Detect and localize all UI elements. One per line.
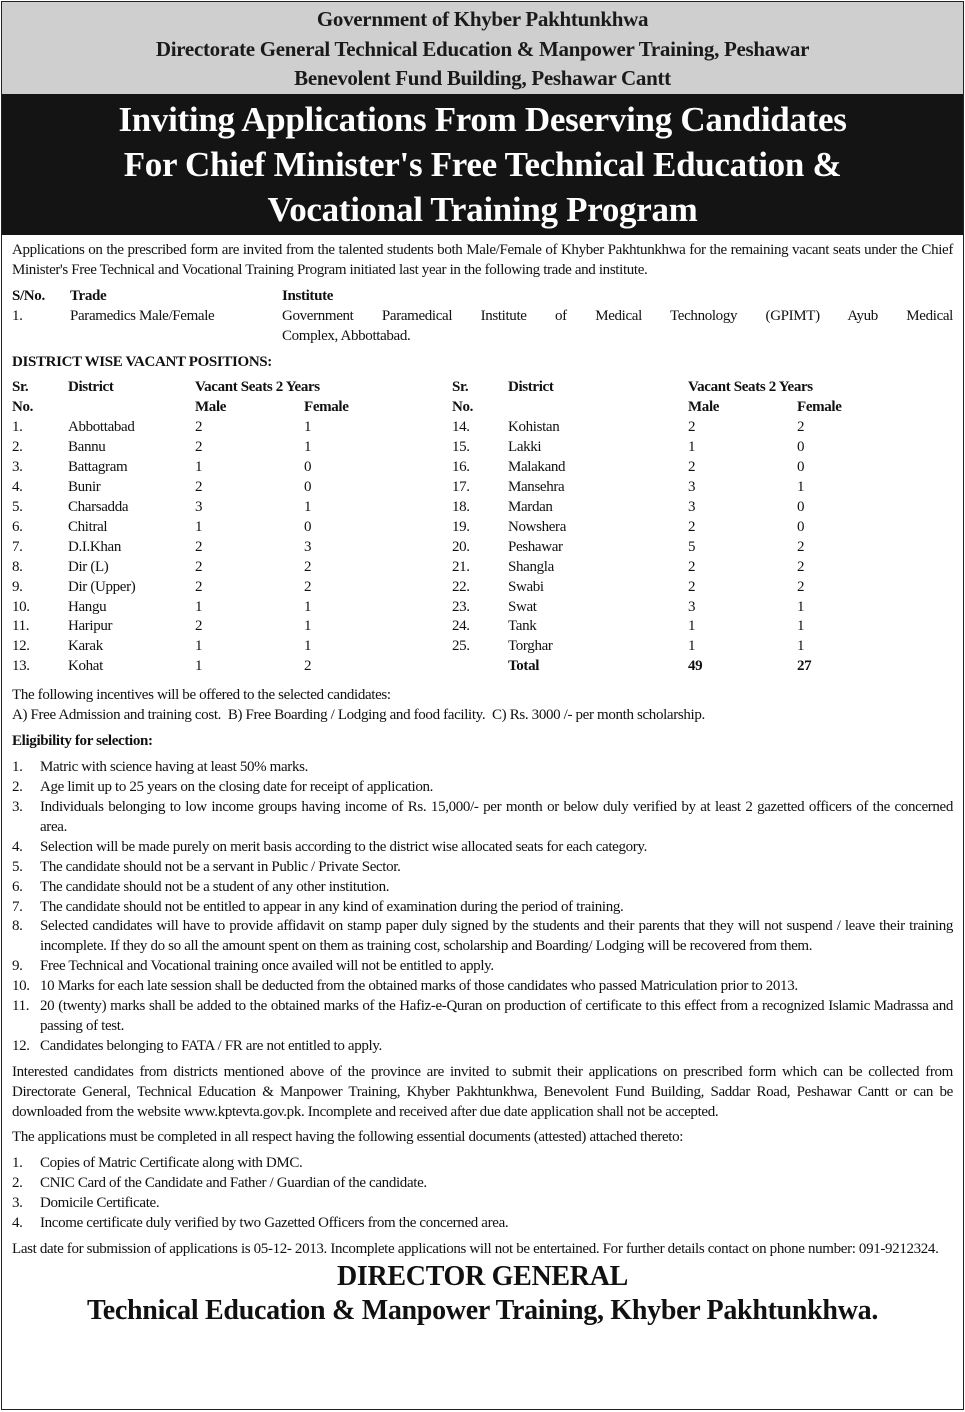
- list-item: [12, 858, 953, 878]
- item-text: Selection will be made purely on merit basis according to the district wise allocated seats for each category.: [40, 838, 647, 855]
- item-text: The candidate should not be a servant in Public / Private Sector.: [40, 858, 401, 875]
- row-male-seats: 2: [688, 558, 696, 575]
- row-district: D.I.Khan: [68, 538, 122, 555]
- row-sr-no: 2.: [12, 439, 23, 456]
- signature-title: DIRECTOR GENERAL: [336, 1260, 629, 1292]
- row-district: Malakand: [508, 459, 566, 476]
- row-sr-no: 6.: [12, 518, 23, 535]
- list-item: [12, 977, 953, 997]
- institute-name: Government Paramedical Institute of Medical Technology (GPIMT) Ayub Medical: [282, 307, 953, 324]
- header-sr: Sr.: [12, 379, 29, 396]
- item-text: Individuals belonging to low income groups having income of Rs. 15,000/- per month or below duly verified by at least 2 gazetted officers of the concerned area.: [40, 798, 953, 835]
- header-directorate: Directorate General Technical Education & Manpower Training, Peshawar: [155, 36, 810, 61]
- header-no: No.: [452, 399, 474, 416]
- row-male-seats: 5: [688, 538, 696, 555]
- header-female: Female: [304, 399, 349, 416]
- row-sr-no: 5.: [12, 499, 23, 516]
- title-line-3: Vocational Training Program: [267, 190, 698, 229]
- item-text: 10 Marks for each late session shall be deducted from the obtained marks of those candidates who passed Matriculation prior to 2013.: [40, 978, 798, 995]
- item-text: Selected candidates will have to provide affidavit on stamp paper duly signed by the students and their parents that they will not suspend / leave their training incomplete. If they do so all the amount spent on them as training cost, scholarship and Boarding/ Lodging will be recovered from them.: [40, 918, 953, 955]
- row-sr-no: 22.: [452, 578, 470, 595]
- row-sr-no: 9.: [12, 578, 23, 595]
- documents-list: [12, 1154, 953, 1234]
- header-vacant-seats: Vacant Seats 2 Years: [195, 379, 320, 396]
- row-female-seats: 0: [304, 479, 312, 496]
- row-district: Hangu: [68, 598, 107, 615]
- row-female-seats: 1: [797, 638, 805, 655]
- header-district: District: [68, 379, 114, 396]
- row-female-seats: 2: [797, 558, 805, 575]
- row-district: Peshawar: [508, 538, 563, 555]
- trade-table: [12, 287, 953, 347]
- total-male: 49: [688, 658, 703, 675]
- list-item: [12, 917, 953, 957]
- row-district: Lakki: [508, 439, 542, 456]
- row-female-seats: 2: [304, 578, 312, 595]
- intro-paragraph: Applications on the prescribed form are invited from the talented students both Male/Female of Khyber Pakhtunkhwa for the remaining vacant seats under the Chief Minister's Free Technical and Vocational Training Program initiated last year in the following trade and institute.: [12, 242, 953, 278]
- row-sr-no: 18.: [452, 499, 470, 516]
- row-district: Kohistan: [508, 419, 560, 436]
- row-district: Haripur: [68, 618, 113, 635]
- row-district: Swabi: [508, 578, 544, 595]
- row-district: Nowshera: [508, 518, 567, 535]
- row-sr-no: 23.: [452, 598, 470, 615]
- row-female-seats: 1: [797, 479, 805, 496]
- item-text: CNIC Card of the Candidate and Father / Guardian of the candidate.: [40, 1175, 427, 1192]
- advertisement: [1, 1, 964, 1410]
- trade-header-trade: Trade: [70, 287, 107, 304]
- row-male-seats: 1: [195, 638, 203, 655]
- item-text: Matric with science having at least 50% marks.: [40, 759, 308, 776]
- list-item: [12, 878, 953, 898]
- item-number: 3.: [12, 1195, 23, 1212]
- list-item: [12, 798, 953, 838]
- row-sr-no: 13.: [12, 658, 30, 675]
- row-female-seats: 0: [304, 459, 312, 476]
- row-female-seats: 3: [304, 538, 312, 555]
- trade-name: Paramedics Male/Female: [70, 307, 215, 324]
- row-female-seats: 1: [304, 598, 312, 615]
- row-district: Karak: [68, 638, 103, 655]
- header-no: No.: [12, 399, 34, 416]
- row-male-seats: 2: [195, 538, 203, 555]
- item-text: The candidate should not be entitled to appear in any kind of examination during the period of training.: [40, 898, 624, 915]
- item-number: 12.: [12, 1037, 30, 1054]
- row-male-seats: 1: [195, 598, 203, 615]
- row-sr-no: 20.: [452, 538, 470, 555]
- row-sr-no: 14.: [452, 419, 470, 436]
- list-item: [12, 898, 953, 918]
- header-vacant-seats: Vacant Seats 2 Years: [688, 379, 813, 396]
- item-number: 10.: [12, 978, 30, 995]
- item-number: 4.: [12, 838, 23, 855]
- row-sr-no: 24.: [452, 618, 470, 635]
- row-male-seats: 1: [688, 618, 696, 635]
- row-female-seats: 2: [797, 419, 805, 436]
- trade-header-sno: S/No.: [12, 287, 45, 304]
- row-male-seats: 3: [688, 479, 696, 496]
- header-male: Male: [688, 399, 720, 416]
- signature-org: Technical Education & Manpower Training, Khyber Pakhtunkhwa.: [86, 1294, 879, 1326]
- row-female-seats: 1: [304, 439, 312, 456]
- row-sr-no: 25.: [452, 638, 470, 655]
- row-male-seats: 2: [195, 618, 203, 635]
- row-female-seats: 2: [797, 538, 805, 555]
- list-item: [12, 1174, 953, 1194]
- row-sr-no: 16.: [452, 459, 470, 476]
- row-sr-no: 21.: [452, 558, 470, 575]
- list-item: [12, 758, 953, 778]
- row-sr-no: 15.: [452, 439, 470, 456]
- header-female: Female: [797, 399, 842, 416]
- item-text: Domicile Certificate.: [40, 1195, 160, 1212]
- submission-paragraph: Interested candidates from districts mentioned above of the province are invited to submit their applications on prescribed form which can be collected from Directorate General, Technical Education & Manpower Training, Khyber Pakhtunkhwa, Benevolent Fund Building, Saddar Road, Peshawar Cantt or can be downloaded from the website www.kptevta.gov.pk. Incomplete and received after due date application shall not be accepted.: [12, 1063, 953, 1120]
- row-male-seats: 2: [195, 479, 203, 496]
- row-female-seats: 1: [304, 419, 312, 436]
- eligibility-list: [12, 758, 953, 1057]
- row-female-seats: 0: [797, 439, 805, 456]
- item-text: 20 (twenty) marks shall be added to the obtained marks of the Hafiz-e-Quran on production of certificate to this effect from a recognized Islamic Madrassa and passing of test.: [40, 998, 953, 1034]
- row-sr-no: 11.: [12, 618, 30, 635]
- item-text: The candidate should not be a student of any other institution.: [40, 878, 390, 895]
- row-male-seats: 1: [195, 459, 203, 476]
- total-label: Total: [508, 658, 540, 675]
- row-sr-no: 12.: [12, 638, 30, 655]
- row-female-seats: 2: [797, 578, 805, 595]
- item-number: 6.: [12, 878, 23, 895]
- trade-sno: 1.: [12, 307, 23, 324]
- row-district: Swat: [508, 598, 537, 615]
- item-number: 5.: [12, 858, 23, 875]
- item-number: 1.: [12, 1155, 23, 1172]
- item-number: 1.: [12, 759, 23, 776]
- row-district: Charsadda: [68, 499, 129, 516]
- district-table: [12, 378, 953, 678]
- row-male-seats: 2: [195, 419, 203, 436]
- row-female-seats: 0: [797, 499, 805, 516]
- row-sr-no: 8.: [12, 558, 23, 575]
- row-district: Mansehra: [508, 479, 565, 496]
- row-male-seats: 2: [688, 419, 696, 436]
- row-district: Tank: [508, 618, 537, 635]
- incentives-items: A) Free Admission and training cost. B) Free Boarding / Lodging and food facility. C) Rs. 3000 /- per month scholarship.: [12, 707, 705, 724]
- row-district: Bunir: [68, 479, 101, 496]
- list-item: [12, 1194, 953, 1214]
- row-female-seats: 0: [797, 518, 805, 535]
- row-male-seats: 1: [688, 439, 696, 456]
- total-female: 27: [797, 658, 812, 675]
- row-sr-no: 3.: [12, 459, 23, 476]
- row-district: Bannu: [68, 439, 106, 456]
- item-number: 11.: [12, 998, 30, 1015]
- row-female-seats: 1: [797, 618, 805, 635]
- row-male-seats: 3: [688, 499, 696, 516]
- row-sr-no: 19.: [452, 518, 470, 535]
- header-box: [2, 2, 963, 94]
- row-female-seats: 1: [304, 638, 312, 655]
- row-male-seats: 2: [688, 578, 696, 595]
- row-male-seats: 2: [195, 558, 203, 575]
- row-female-seats: 1: [304, 618, 312, 635]
- trade-header-institute: Institute: [282, 287, 334, 304]
- row-male-seats: 2: [688, 518, 696, 535]
- row-district: Dir (Upper): [68, 578, 136, 595]
- row-female-seats: 0: [797, 459, 805, 476]
- row-male-seats: 1: [195, 658, 203, 675]
- item-text: Candidates belonging to FATA / FR are not entitled to apply.: [40, 1037, 382, 1054]
- row-sr-no: 7.: [12, 538, 23, 555]
- row-district: Abbottabad: [68, 419, 135, 436]
- row-sr-no: 17.: [452, 479, 470, 496]
- item-text: Copies of Matric Certificate along with DMC.: [40, 1155, 303, 1172]
- last-date-paragraph: Last date for submission of applications is 05-12- 2013. Incomplete applications will not be entertained. For further details contact on phone number: 091-9212324.: [12, 1241, 939, 1257]
- item-text: Income certificate duly verified by two Gazetted Officers from the concerned area.: [40, 1215, 509, 1232]
- row-female-seats: 1: [304, 499, 312, 516]
- district-heading: DISTRICT WISE VACANT POSITIONS:: [12, 353, 272, 370]
- title-line-2: For Chief Minister's Free Technical Education &: [123, 145, 842, 184]
- row-male-seats: 2: [195, 578, 203, 595]
- list-item: [12, 997, 953, 1037]
- incentives-intro: The following incentives will be offered to the selected candidates:: [12, 687, 391, 704]
- row-female-seats: 1: [797, 598, 805, 615]
- row-male-seats: 3: [195, 499, 203, 516]
- item-text: Age limit up to 25 years on the closing date for receipt of application.: [40, 779, 434, 796]
- row-male-seats: 3: [688, 598, 696, 615]
- item-text: Free Technical and Vocational training once availed will not be entitled to apply.: [40, 958, 494, 975]
- list-item: [12, 957, 953, 977]
- row-district: Mardan: [508, 499, 553, 516]
- item-number: 3.: [12, 798, 23, 815]
- row-male-seats: 1: [195, 518, 203, 535]
- list-item: [12, 838, 953, 858]
- row-district: Chitral: [68, 518, 108, 535]
- documents-intro: The applications must be completed in all respect having the following essential documents (attested) attached thereto:: [12, 1129, 684, 1146]
- row-male-seats: 2: [195, 439, 203, 456]
- list-item: [12, 1154, 953, 1174]
- title-banner: [2, 94, 963, 235]
- header-sr: Sr.: [452, 379, 469, 396]
- header-address: Benevolent Fund Building, Peshawar Cantt: [294, 66, 671, 90]
- row-female-seats: 0: [304, 518, 312, 535]
- item-number: 4.: [12, 1215, 23, 1232]
- eligibility-heading: Eligibility for selection:: [12, 733, 153, 750]
- row-district: Battagram: [68, 459, 128, 476]
- row-male-seats: 2: [688, 459, 696, 476]
- row-district: Dir (L): [68, 558, 109, 575]
- row-male-seats: 1: [688, 638, 696, 655]
- item-number: 8.: [12, 918, 23, 935]
- header-government: Government of Khyber Pakhtunkhwa: [316, 7, 649, 31]
- row-district: Torghar: [508, 638, 553, 655]
- item-number: 2.: [12, 1175, 23, 1192]
- item-number: 2.: [12, 779, 23, 796]
- list-item: [12, 1037, 953, 1057]
- item-number: 7.: [12, 898, 23, 915]
- header-district: District: [508, 379, 554, 396]
- list-item: [12, 778, 953, 798]
- item-number: 9.: [12, 958, 23, 975]
- row-sr-no: 4.: [12, 479, 23, 496]
- row-female-seats: 2: [304, 658, 312, 675]
- header-male: Male: [195, 399, 227, 416]
- row-sr-no: 10.: [12, 598, 30, 615]
- institute-name-cont: Complex, Abbottabad.: [282, 327, 411, 344]
- title-line-1: Inviting Applications From Deserving Candidates: [118, 100, 847, 139]
- list-item: [12, 1214, 953, 1234]
- row-female-seats: 2: [304, 558, 312, 575]
- row-district: Kohat: [68, 658, 103, 675]
- row-sr-no: 1.: [12, 419, 23, 436]
- row-district: Shangla: [508, 558, 554, 575]
